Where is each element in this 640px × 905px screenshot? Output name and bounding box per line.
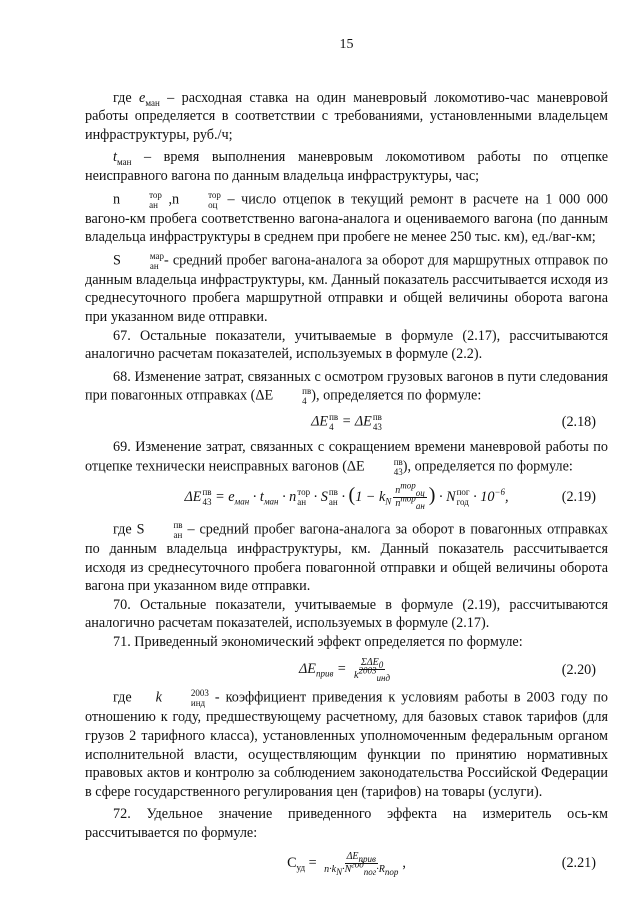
formula-2-19: ΔE пв 43 = $e_{ман} \cdot t_{ман} \cdot n$ тор ан · S пв ан · ($1 - k_N$ $\frac{n^{тор}_{оц}}{n^{тор}_{ан}}$ ) · N пог год · $10^{-6}$, (2.19) [184,480,596,511]
formula-number: (2.21) [561,854,596,871]
formula-2-21: $C_{уд}$ = $\frac{\Delta E_{прив}}{n\cdot k_N\cdot N^{год}_{пог}\cdot R_{пор}}$ , (2.21) [287,850,596,877]
paragraph-e-man: где $e_{ман}$ – расходная ставка на один маневровый локомотиво-час маневровой работы определяется в соответствии с требованиями, установленными владельцем инфраструктуры, руб./ч; [85,89,608,143]
paragraph-67: 67. Остальные показатели, учитываемые в формуле (2.17), рассчитываются аналогично расчетам показателей, используемых в формуле (2.2). [85,327,608,363]
paragraph-68: 68. Изменение затрат, связанных с осмотром грузовых вагонов в пути следования при повагонных отправках (ΔE пв 4 ), определяется по формуле: [85,368,608,407]
paragraph-k-ind: где k 2003 инд - коэффициент приведения к условиям работы в 2003 году по отношению к году, предшествующему расчетному, для базовых ставок тарифов (для грузов 2 тарифного класса), установленных уполномоченным федеральным органом исполнительной власти, осуществляющим функции по принятию нормативных правовых актов и контролю за соблюдением законодательства Российской Федерации в сфере государственного регулирования цен (тарифов) на товары (услуги). [85,688,608,800]
paragraph-t-man: $t_{ман}$ – время выполнения маневровым локомотивом работы по отцепке неисправного вагона по данным владельца инфраструктуры, час; [85,149,608,184]
paragraph-s-mar: S мар ан - средний пробег вагона-аналога за оборот для маршрутных отправок по данным владельца инфраструктуры, км. Данный показатель рассчитывается исходя из среднесуточного пробега маршрутной отправки и общей величины оборота вагона при указанном виде отправки. [85,250,608,325]
paragraph-72: 72. Удельное значение приведенного эффекта на измеритель ось-км рассчитывается по формуле: [85,806,608,842]
paragraph-71: 71. Приведенный экономический эффект определяется по формуле: [113,633,523,650]
paragraph-70: 70. Остальные показатели, учитываемые в формуле (2.19), рассчитываются аналогично расчетам показателей, используемых в формуле (2.17). [85,596,608,632]
paragraph-69: 69. Изменение затрат, связанных с сокращением времени маневровой работы по отцепке технически неисправных вагонов (ΔE пв 43 ), определяется по формуле: [85,439,608,477]
paragraph-n-tor: n тор ан ,n тор оц – число отцепок в текущий ремонт в расчете на 1 000 000 вагоно-км пробега соответственно вагона-аналога и оцениваемого вагона (по данным владельца инфраструктуры в среднем при пробеге не менее 250 тыс. км), ед./ваг-км; [85,189,609,246]
page-number: 15 [339,37,354,52]
formula-number: (2.20) [561,661,596,678]
paragraph-s-pv: где S пв ан – средний пробег вагона-аналога за оборот в повагонных отправках по данным владельца инфраструктуры, км. Данный показатель рассчитывается исходя из среднесуточного пробега повагонной отправки и общей величины оборота вагона при указанном виде отправки. [85,519,609,595]
formula-number: (2.19) [561,489,596,506]
formula-number: (2.18) [561,414,596,431]
formula-2-20: $\Delta E_{прив}$ = $\frac{\Sigma\Delta E_0}{k^{2003}_{инд}}$ (2.20) [298,657,596,684]
formula-2-18: ΔE пв 4 = ΔE пв 43 (2.18) [311,412,596,433]
